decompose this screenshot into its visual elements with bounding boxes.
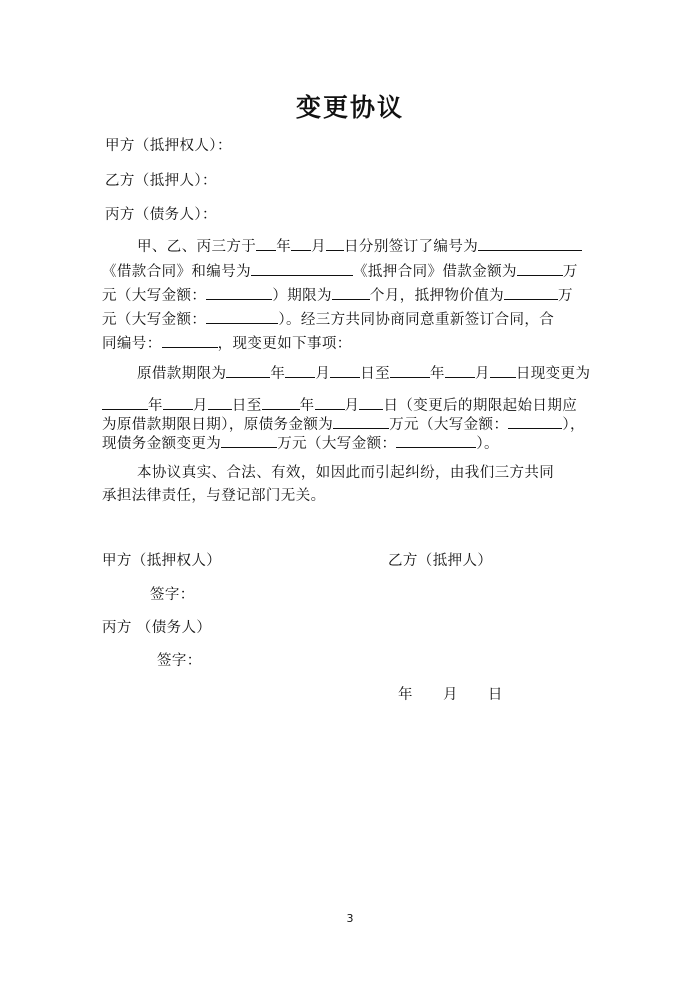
paragraph-3-line-2: 承担法律责任，与登记部门无关。 bbox=[102, 488, 326, 504]
party-b-line: 乙方（抵押人）： bbox=[105, 173, 217, 189]
paragraph-2-line-1 bbox=[137, 362, 590, 384]
paragraph-2-line-4 bbox=[102, 432, 499, 454]
blank-field bbox=[517, 260, 563, 276]
text: 年 bbox=[430, 366, 445, 382]
text: 元（大写金额： bbox=[102, 288, 207, 304]
signature-date: 年 月 日 bbox=[398, 687, 503, 703]
text: 万 bbox=[558, 288, 573, 304]
blank-field bbox=[251, 260, 353, 276]
paragraph-1-line-2 bbox=[102, 260, 578, 282]
blank-field bbox=[285, 362, 315, 378]
blank-field bbox=[508, 413, 562, 429]
blank-field bbox=[330, 362, 360, 378]
text: 月 bbox=[192, 398, 208, 414]
blank-field bbox=[359, 394, 383, 410]
text: 日至 bbox=[231, 398, 262, 414]
text: 日（变更后的期限起始日期应 bbox=[383, 398, 578, 414]
text: 万元（大写金额： bbox=[389, 417, 509, 433]
text: 万 bbox=[562, 264, 578, 280]
paragraph-1-line-1 bbox=[137, 235, 582, 257]
text: 《借款合同》和编号为 bbox=[102, 264, 251, 280]
document-title: 变更协议 bbox=[295, 93, 404, 122]
signature-label-1: 签字： bbox=[150, 587, 195, 603]
text: 年 bbox=[299, 398, 315, 414]
text: 日分别签订了编号为 bbox=[344, 239, 479, 255]
signature-party-c: 丙方 （债务人） bbox=[102, 620, 212, 636]
blank-field bbox=[206, 284, 272, 300]
blank-field bbox=[315, 394, 345, 410]
text: 原借款期限为 bbox=[137, 366, 227, 382]
text: 元（大写金额： bbox=[102, 312, 207, 328]
text: 日至 bbox=[360, 366, 391, 382]
signature-party-a: 甲方（抵押权人） bbox=[102, 553, 222, 569]
paragraph-1-line-5 bbox=[102, 332, 352, 354]
paragraph-3-line-1: 本协议真实、合法、有效，如因此而引起纠纷，由我们三方共同 bbox=[137, 465, 555, 481]
text: ）。经三方共同协商同意重新签订合同，合 bbox=[278, 312, 555, 328]
party-c-line: 丙方（债务人）： bbox=[105, 207, 217, 223]
text: 万元（大写金额： bbox=[277, 436, 397, 452]
blank-field bbox=[490, 362, 516, 378]
blank-field bbox=[326, 235, 344, 251]
blank-field bbox=[390, 362, 430, 378]
text: 年 bbox=[270, 366, 286, 382]
text: 甲、乙、丙三方于 bbox=[137, 239, 257, 255]
blank-field bbox=[162, 332, 218, 348]
blank-field bbox=[504, 284, 558, 300]
text: ，现变更如下事项： bbox=[217, 336, 352, 352]
text: 《抵押合同》借款金额为 bbox=[353, 264, 517, 280]
text: 个月，抵押物价值为 bbox=[369, 288, 505, 304]
text: 月 bbox=[311, 239, 327, 255]
text: 年 bbox=[148, 398, 163, 414]
text: 月 bbox=[474, 366, 490, 382]
blank-field bbox=[262, 394, 300, 410]
blank-field bbox=[256, 235, 276, 251]
text: 现债务金额变更为 bbox=[102, 436, 222, 452]
blank-field bbox=[396, 432, 476, 448]
blank-field bbox=[221, 432, 277, 448]
blank-field bbox=[206, 308, 278, 324]
text: 同编号： bbox=[102, 336, 162, 352]
blank-field bbox=[291, 235, 311, 251]
text: 月 bbox=[315, 366, 331, 382]
text: ）期限为 bbox=[272, 288, 332, 304]
blank-field bbox=[226, 362, 270, 378]
page-number: 3 bbox=[346, 912, 354, 925]
text: 日现变更为 bbox=[515, 366, 591, 382]
text: 年 bbox=[276, 239, 292, 255]
blank-field bbox=[478, 235, 582, 251]
paragraph-1-line-4 bbox=[102, 308, 554, 330]
blank-field bbox=[208, 394, 232, 410]
text: ）。 bbox=[476, 436, 499, 452]
blank-field bbox=[163, 394, 193, 410]
signature-party-b: 乙方（抵押人） bbox=[388, 553, 493, 569]
blank-field bbox=[332, 284, 370, 300]
signature-label-2: 签字： bbox=[157, 653, 202, 669]
text: ）， bbox=[562, 417, 585, 433]
blank-field bbox=[333, 413, 389, 429]
blank-field bbox=[102, 394, 148, 410]
text: 为原借款期限日期），原债务金额为 bbox=[102, 417, 334, 433]
text: 月 bbox=[344, 398, 360, 414]
party-a-line: 甲方（抵押权人）： bbox=[105, 138, 232, 154]
paragraph-1-line-3 bbox=[102, 284, 573, 306]
blank-field bbox=[445, 362, 475, 378]
